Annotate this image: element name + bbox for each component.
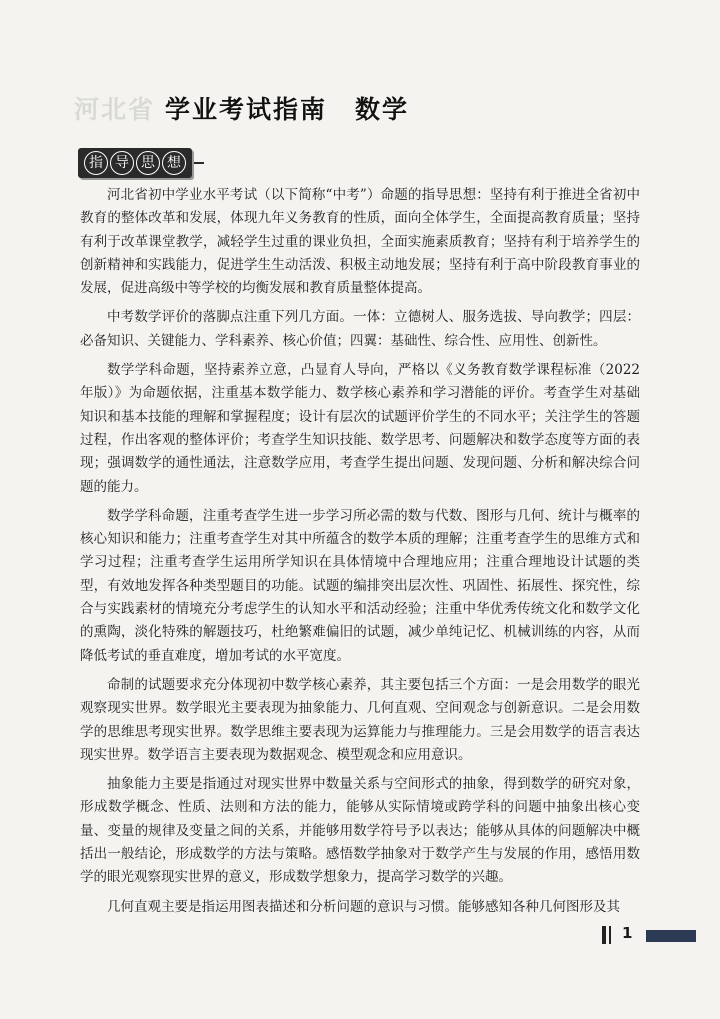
footer-bars-decoration (602, 926, 611, 944)
footer-band-decoration (646, 930, 696, 942)
title-main: 考试指南 (219, 95, 328, 124)
title-faded-part: 河北省 (74, 95, 156, 124)
page-title (74, 90, 634, 126)
section-heading-box (78, 148, 192, 178)
section-heading-char: 想 (162, 151, 186, 175)
title-subject: 数学 (355, 95, 410, 124)
page-footer (0, 924, 720, 948)
paragraph: 抽象能力主要是指通过对现实世界中数量关系与空间形式的抽象，得到数学的研究对象，形成数学概念、性质、法则和方法的能力，能够从实际情境或跨学科的问题中抽象出核心变量、变量的规律及变量之间的关系，并能够用数学符号予以表达；能够从具体的问题解决中概括出一般结论，形成数学的方法与策略。感悟数学抽象对于数学产生与发展的作用，感悟用数学的眼光观察现实世界的意义，形成数学想象力，提高学习数学的兴趣。 (80, 776, 640, 886)
paragraph: 几何直观主要是指运用图表描述和分析问题的意识与习惯。能够感知各种几何图形及其 (107, 898, 620, 915)
section-heading-rule (194, 162, 204, 164)
page-number: 1 (622, 924, 633, 942)
paragraph: 河北省初中学业水平考试（以下简称“中考”）命题的指导思想：坚持有利于推进全省初中教育的整体改革和发展，体现九年义务教育的性质，面向全体学生，全面提高教育质量；坚持有利于改革课堂教学，减轻学生过重的课业负担，全面实施素质教育；坚持有利于培养学生的创新精神和实践能力，促进学生生动活泼、积极主动地发展；坚持有利于高中阶段教育事业的发展，促进高级中等学校的均衡发展和教育质量整体提高。 (80, 187, 640, 297)
paragraph: 命制的试题要求充分体现初中数学核心素养，其主要包括三个方面：一是会用数学的眼光观察现实世界。数学眼光主要表现为抽象能力、几何直观、空间观念与创新意识。二是会用数学的思维思考现实世界。数学思维主要表现为运算能力与推理能力。三是会用数学的语言表达现实世界。数学语言主要表现为数据观念、模型观念和应用意识。 (80, 676, 640, 763)
body-text (80, 184, 640, 925)
title-part: 学业 (165, 95, 220, 124)
section-heading-char: 思 (136, 151, 160, 175)
paragraph: 数学学科命题，坚持素养立意，凸显育人导向，严格以《义务教育数学课程标准（2022 年版）》为命题依据，注重基本数学能力、数学核心素养和学习潜能的评价。考查学生对基础知识和基本技能的理解和掌握程度；设计有层次的试题评价学生的不同水平；关注学生的答题过程，作出客观的整体评价；考查学生知识技能、数学思考、问题解决和数学态度等方面的表现；强调数学的通性通法，注意数学应用，考查学生提出问题、发现问题、分析和解决综合问题的能力。 (80, 362, 640, 495)
section-heading-tag (78, 148, 204, 178)
paragraph: 数学学科命题，注重考查学生进一步学习所必需的数与代数、图形与几何、统计与概率的核心知识和能力；注重考查学生对其中所蕴含的数学本质的理解；注重考查学生的思维方式和学习过程；注重考查学生运用所学知识在具体情境中合理地应用；注重合理地设计试题的类型，有效地发挥各种类型题目的功能。试题的编排突出层次性、巩固性、拓展性、探究性，综合与实践素材的情境充分考虑学生的认知水平和活动经验；注重中华优秀传统文化和数学文化的熏陶，淡化特殊的解题技巧，杜绝繁难偏旧的试题，减少单纯记忆、机械训练的内容，从而降低考试的垂直难度，增加考试的水平宽度。 (80, 507, 640, 664)
section-heading-char: 导 (110, 151, 134, 175)
section-heading-char: 指 (84, 151, 108, 175)
paragraph: 中考数学评价的落脚点注重下列几方面。一体：立德树人、服务选拔、导向教学；四层：必备知识、关键能力、学科素养、核心价值；四翼：基础性、综合性、应用性、创新性。 (80, 309, 640, 349)
